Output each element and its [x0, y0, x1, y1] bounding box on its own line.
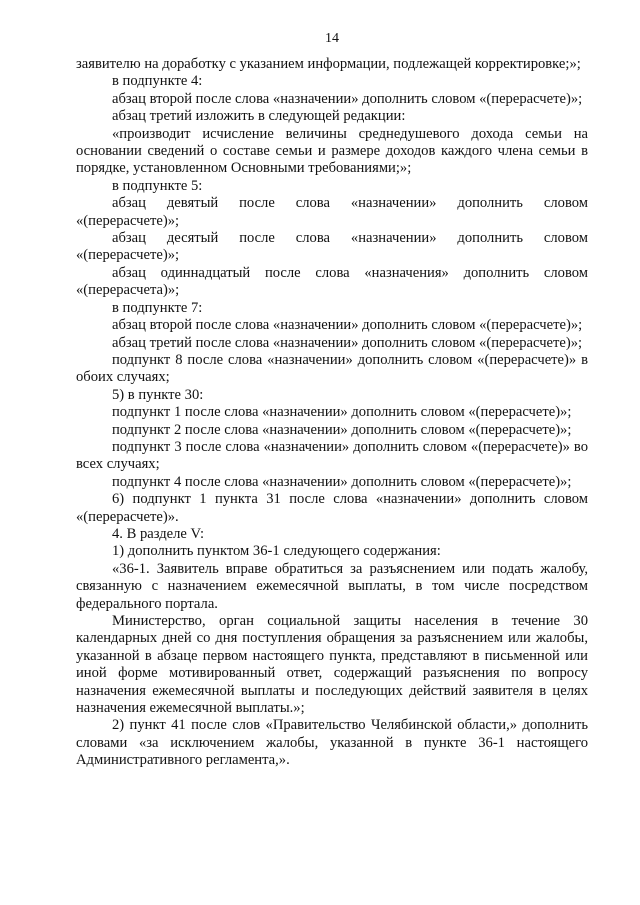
paragraph: 4. В разделе V:	[112, 525, 205, 542]
paragraph: подпункт 8 после слова «назначении» дополнить словом «(перерасчете)» в обоих случаях;	[76, 351, 588, 386]
paragraph: абзац третий изложить в следующей редакции:	[112, 108, 406, 125]
paragraph: 1) дополнить пунктом 36-1 следующего содержания:	[112, 543, 441, 560]
paragraph: 2) пункт 41 после слов «Правительство Челябинской области,» дополнить словами «за исключением жалобы, указанной в пункте 36-1 настоящего Административного регламента,».	[76, 717, 588, 769]
paragraph: в подпункте 7:	[112, 299, 203, 316]
paragraph: «36-1. Заявитель вправе обратиться за разъяснением или подать жалобу, связанную с назначением ежемесячной выплаты, в том числе посредством федерального портала.	[76, 560, 588, 612]
paragraph: абзац третий после слова «назначении» дополнить словом «(перерасчете)»;	[112, 334, 583, 351]
paragraph: Министерство, орган социальной защиты населения в течение 30 календарных дней со дня поступления обращения за разъяснением или жалобы, указанной в абзаце первом настоящего пункта, представляют в письменной или иной форме мотивированный ответ, содержащий разъяснения по вопросу назначения ежемесячной выплаты и последующих действий заявителя в целях назначения ежемесячной выплаты.»;	[76, 613, 588, 717]
paragraph: 6) подпункт 1 пункта 31 после слова «назначении» дополнить словом «(перерасчете)».	[76, 491, 588, 525]
paragraph: заявителю на доработку с указанием информации, подлежащей корректировке;»;	[76, 56, 581, 72]
paragraph: подпункт 1 после слова «назначении» дополнить словом «(перерасчете)»;	[112, 404, 572, 421]
paragraph: абзац девятый после слова «назначении» дополнить словом «(перерасчете)»;	[76, 195, 588, 229]
paragraph: абзац второй после слова «назначении» дополнить словом «(перерасчете)»;	[112, 317, 583, 334]
paragraph: подпункт 4 после слова «назначении» дополнить словом «(перерасчете)»;	[112, 473, 572, 490]
paragraph: в подпункте 5:	[112, 177, 203, 194]
paragraph: 5) в пункте 30:	[112, 386, 204, 403]
page-number: 14	[325, 31, 339, 46]
document-body	[76, 56, 588, 770]
paragraph: подпункт 2 после слова «назначении» дополнить словом «(перерасчете)»;	[112, 421, 572, 438]
paragraph: абзац второй после слова «назначении» дополнить словом «(перерасчете)»;	[112, 90, 583, 107]
paragraph: абзац одиннадцатый после слова «назначения» дополнить словом «(перерасчета)»;	[76, 264, 588, 299]
paragraph: абзац десятый после слова «назначении» дополнить словом «(перерасчете)»;	[76, 230, 588, 264]
paragraph: подпункт 3 после слова «назначении» дополнить словом «(перерасчете)» во всех случаях;	[76, 438, 588, 473]
paragraph: «производит исчисление величины среднедушевого дохода семьи на основании сведений о составе семьи и размере доходов каждого члена семьи в порядке, установленном Основными требованиями;»;	[76, 125, 588, 177]
paragraph: в подпункте 4:	[112, 73, 203, 90]
